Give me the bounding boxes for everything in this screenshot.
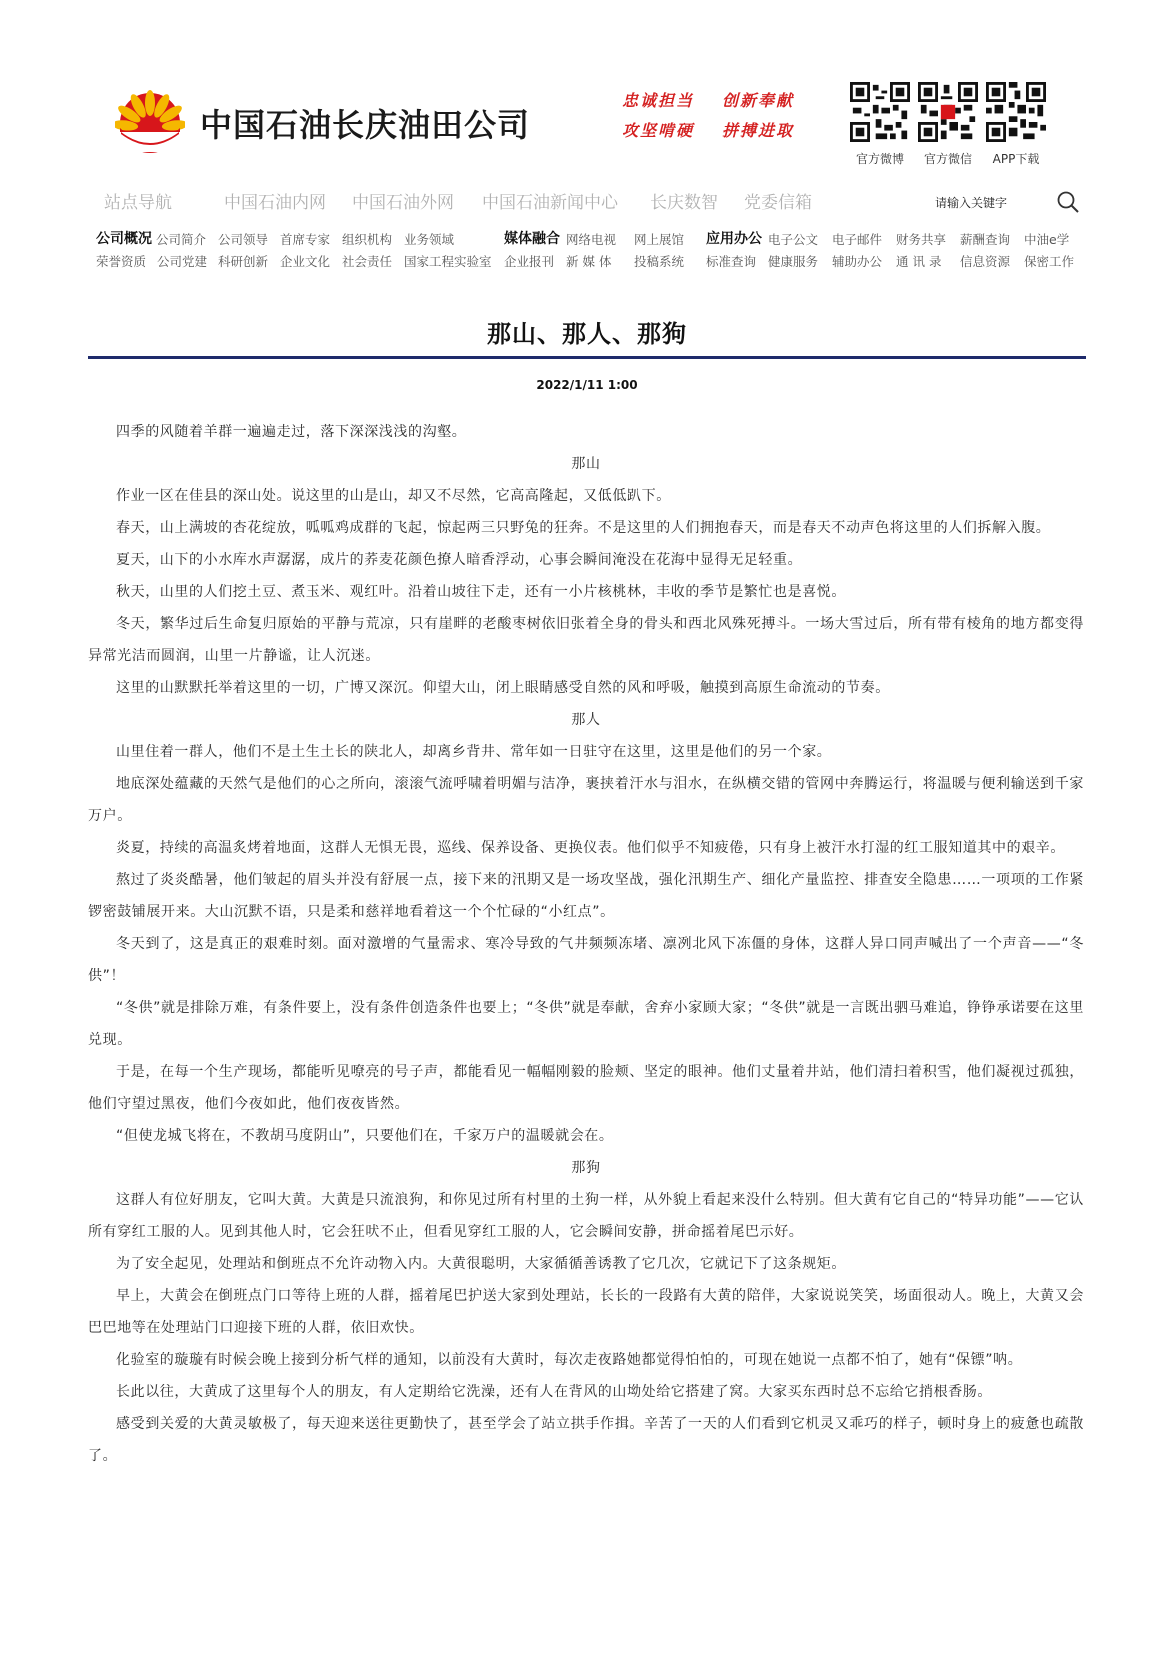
article-paragraph: 这群人有位好朋友，它叫大黄。大黄是只流浪狗，和你见过所有村里的土狗一样，从外貌上看起来没什么特别。但大黄有它自己的“特异功能”——它认所有穿红工服的人。见到其他人时，它会狂吠不止，但看见穿红工服的人，它会瞬间安静，拼命摇着尾巴示好。 [88, 1192, 1084, 1240]
article-paragraph: 于是，在每一个生产现场，都能听见嘹亮的号子声，都能看见一幅幅刚毅的脸颊、坚定的眼神。他们丈量着井站，他们清扫着积雪，他们凝视过孤独，他们守望过黑夜，他们今夜如此，他们夜夜皆然。 [88, 1064, 1084, 1112]
nav-changqing-digital[interactable]: 长庆数智 [650, 193, 718, 213]
site-header [0, 0, 1174, 170]
article-paragraph: 作业一区在佳县的深山处。说这里的山是山，却又不尽然，它高高隆起，又低低趴下。 [116, 488, 671, 504]
nav-petrochina-news[interactable]: 中国石油新闻中心 [482, 193, 618, 213]
subnav-item[interactable]: 财务共享 [896, 232, 947, 247]
publish-date: 2022/1/11 1:00 [536, 378, 638, 392]
subnav-item[interactable]: 国家工程实验室 [404, 254, 492, 269]
article-paragraph: “但使龙城飞将在，不教胡马度阴山”，只要他们在，千家万户的温暖就会在。 [116, 1128, 614, 1144]
nav-petrochina-extranet[interactable]: 中国石油外网 [352, 193, 454, 213]
article-paragraph: “冬供”就是排除万难，有条件要上，没有条件创造条件也要上；“冬供”就是奉献，舍弃小家顾大家；“冬供”就是一言既出驷马难追，铮铮承诺要在这里兑现。 [88, 1000, 1084, 1048]
subnav-item[interactable]: 通 讯 录 [896, 254, 942, 269]
subnav-item[interactable]: 保密工作 [1024, 254, 1075, 269]
article-title: 那山、那人、那狗 [487, 320, 687, 348]
article-paragraph: 春天，山上满坡的杏花绽放，呱呱鸡成群的飞起，惊起两三只野兔的狂奔。不是这里的人们拥抱春天，而是春天不动声色将这里的人们拆解入腹。 [116, 520, 1051, 536]
article-paragraph: 夏天，山下的小水库水声潺潺，成片的荞麦花颜色撩人暗香浮动，心事会瞬间淹没在花海中显得无足轻重。 [116, 552, 803, 568]
qr-label-app: APP下载 [992, 152, 1040, 166]
subnav-item[interactable]: 社会责任 [342, 254, 393, 269]
slogan-3: 攻坚啃硬 [622, 121, 695, 140]
site-logo-text[interactable]: 中国石油长庆油田公司 [200, 106, 531, 144]
subnav-item[interactable]: 公司领导 [218, 232, 269, 247]
subnav-item[interactable]: 电子邮件 [832, 232, 883, 247]
search-icon[interactable] [1056, 190, 1080, 214]
slogan-4: 拼搏进取 [722, 121, 795, 140]
subnav-item[interactable]: 组织机构 [342, 232, 393, 247]
article-body [88, 416, 1084, 1472]
subnav-item[interactable]: 荣誉资质 [96, 254, 147, 269]
subnav-item[interactable]: 新 媒 体 [566, 254, 612, 269]
subnav-item[interactable]: 投稿系统 [634, 254, 685, 269]
subnav-company-overview[interactable]: 公司概况 [96, 231, 152, 247]
article-paragraph: 早上，大黄会在倒班点门口等待上班的人群，摇着尾巴护送大家到处理站，长长的一段路有大黄的陪伴，大家说说笑笑，场面很动人。晚上，大黄又会巴巴地等在处理站门口迎接下班的人群，依旧欢快。 [88, 1288, 1084, 1336]
subnav-item[interactable]: 标准查询 [706, 254, 757, 269]
search-input[interactable]: 请输入关键字 [935, 196, 1008, 210]
qr-code-icon [850, 82, 910, 142]
article-paragraph: 长此以往，大黄成了这里每个人的朋友，有人定期给它洗澡，还有人在背风的山坳处给它搭建了窝。大家买东西时总不忘给它捎根香肠。 [116, 1384, 992, 1400]
subnav-item[interactable]: 首席专家 [280, 232, 331, 247]
subnav-item[interactable]: 健康服务 [768, 254, 819, 269]
subnav-item[interactable]: 企业报刊 [504, 254, 555, 269]
nav-party-mailbox[interactable]: 党委信箱 [744, 193, 812, 213]
article-paragraph: 这里的山默默托举着这里的一切，广博又深沉。仰望大山，闭上眼睛感受自然的风和呼吸，触摸到高原生命流动的节奏。 [116, 680, 890, 696]
article-paragraph: 冬天，繁华过后生命复归原始的平静与荒凉，只有崖畔的老酸枣树依旧张着全身的骨头和西北风殊死搏斗。一场大雪过后，所有带有棱角的地方都变得异常光洁而圆润，山里一片静谧，让人沉迷。 [88, 616, 1084, 664]
subnav-item[interactable]: 企业文化 [280, 254, 331, 269]
nav-site-guide[interactable]: 站点导航 [104, 193, 172, 213]
subnav-item[interactable]: 信息资源 [960, 254, 1011, 269]
subnav-item[interactable]: 电子公文 [768, 232, 819, 247]
section-heading: 那狗 [571, 1160, 601, 1176]
article-paragraph: 熬过了炎炎酷暑，他们皱起的眉头并没有舒展一点，接下来的汛期又是一场攻坚战，强化汛期生产、细化产量监控、排查安全隐患……一项项的工作紧锣密鼓铺展开来。大山沉默不语，只是柔和慈祥地看着这一个个忙碌的“小红点”。 [88, 872, 1084, 920]
subnav-item[interactable]: 中油e学 [1024, 232, 1070, 247]
subnav-item[interactable]: 公司简介 [156, 232, 207, 247]
subnav-item[interactable]: 业务领域 [404, 232, 455, 247]
article-paragraph: 秋天，山里的人们挖土豆、煮玉米、观红叶。沿着山坡往下走，还有一小片核桃林，丰收的季节是繁忙也是喜悦。 [116, 584, 846, 600]
article-paragraph: 感受到关爱的大黄灵敏极了，每天迎来送往更勤快了，甚至学会了站立拱手作揖。辛苦了一天的人们看到它机灵又乖巧的样子，顿时身上的疲惫也疏散了。 [88, 1416, 1084, 1464]
qr-app[interactable] [986, 82, 1046, 167]
qr-code-icon [986, 82, 1046, 142]
qr-label-wechat: 官方微信 [923, 152, 972, 166]
main-nav [104, 188, 1064, 216]
petrochina-logo-icon[interactable] [115, 88, 185, 154]
subnav-item[interactable]: 科研创新 [218, 254, 269, 269]
article-paragraph: 为了安全起见，处理站和倒班点不允许动物入内。大黄很聪明，大家循循善诱教了它几次，它就记下了这条规矩。 [116, 1256, 846, 1272]
article-paragraph: 四季的风随着羊群一遍遍走过，落下深深浅浅的沟壑。 [116, 424, 467, 440]
title-divider [88, 356, 1086, 359]
subnav-item[interactable]: 公司党建 [157, 254, 208, 269]
qr-wechat[interactable] [918, 82, 978, 167]
qr-code-icon [918, 82, 978, 142]
section-heading: 那人 [571, 712, 601, 728]
article-paragraph: 山里住着一群人，他们不是土生土长的陕北人，却离乡背井、常年如一日驻守在这里，这里是他们的另一个家。 [116, 744, 832, 760]
slogan-2: 创新奉献 [722, 91, 795, 110]
subnav-item[interactable]: 薪酬查询 [960, 232, 1011, 247]
subnav-item[interactable]: 网上展馆 [634, 232, 685, 247]
subnav-item[interactable]: 网络电视 [566, 232, 617, 247]
article-paragraph: 炎夏，持续的高温炙烤着地面，这群人无惧无畏，巡线、保养设备、更换仪表。他们似乎不知疲倦，只有身上被汗水打湿的红工服知道其中的艰辛。 [116, 840, 1065, 856]
qr-label-weibo: 官方微博 [855, 152, 904, 166]
article-paragraph: 地底深处蕴藏的天然气是他们的心之所向，滚滚气流呼啸着明媚与洁净，裹挟着汗水与泪水，在纵横交错的管网中奔腾运行，将温暖与便利输送到千家万户。 [88, 776, 1084, 824]
article-paragraph: 冬天到了，这是真正的艰难时刻。面对激增的气量需求、寒冷导致的气井频频冻堵、凛冽北风下冻僵的身体，这群人异口同声喊出了一个声音——“冬供”！ [88, 936, 1084, 984]
nav-petrochina-intranet[interactable]: 中国石油内网 [224, 193, 326, 213]
subnav-item[interactable]: 辅助办公 [832, 254, 883, 269]
qr-weibo[interactable] [850, 82, 910, 167]
article-paragraph: 化验室的璇璇有时候会晚上接到分析气样的通知，以前没有大黄时，每次走夜路她都觉得怕怕的，可现在她说一点都不怕了，她有“保镖”呐。 [116, 1352, 1023, 1368]
subnav-office-apps[interactable]: 应用办公 [706, 231, 762, 247]
section-heading: 那山 [571, 456, 601, 472]
subnav-media-fusion[interactable]: 媒体融合 [504, 231, 560, 247]
slogan-1: 忠诚担当 [622, 91, 695, 110]
